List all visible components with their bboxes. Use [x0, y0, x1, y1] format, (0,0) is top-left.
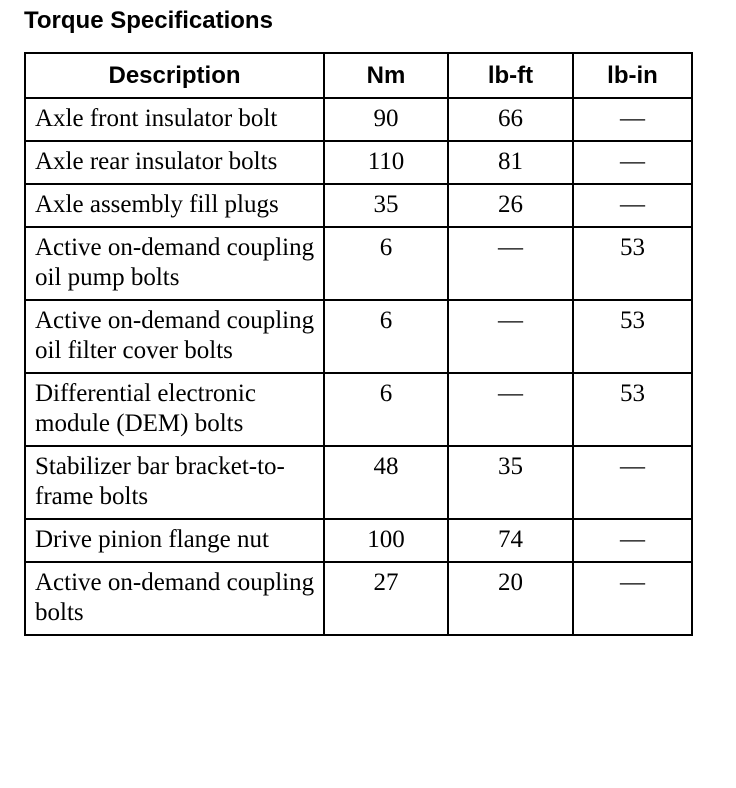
lb-in-cell: — [573, 562, 692, 635]
lb-ft-cell: 35 [448, 446, 573, 519]
lb-ft-cell: — [448, 300, 573, 373]
lb-ft-cell: — [448, 373, 573, 446]
nm-cell: 110 [324, 141, 448, 184]
lb-in-cell: — [573, 184, 692, 227]
description-cell: Differential electronic module (DEM) bolts [25, 373, 324, 446]
table-row [25, 446, 692, 519]
header-lb-ft: lb-ft [448, 53, 573, 98]
nm-cell: 48 [324, 446, 448, 519]
table-row [25, 227, 692, 300]
nm-cell: 6 [324, 300, 448, 373]
description-cell: Axle front insulator bolt [25, 98, 324, 141]
description-cell: Active on-demand coupling oil filter cover bolts [25, 300, 324, 373]
nm-cell: 27 [324, 562, 448, 635]
lb-ft-cell: 81 [448, 141, 573, 184]
nm-cell: 90 [324, 98, 448, 141]
lb-ft-cell: 66 [448, 98, 573, 141]
description-cell: Axle assembly fill plugs [25, 184, 324, 227]
table-header-row [25, 53, 692, 98]
lb-in-cell: 53 [573, 300, 692, 373]
lb-in-cell: — [573, 141, 692, 184]
lb-ft-cell: 20 [448, 562, 573, 635]
description-cell: Drive pinion flange nut [25, 519, 324, 562]
header-nm: Nm [324, 53, 448, 98]
table-row [25, 141, 692, 184]
description-cell: Active on-demand coupling bolts [25, 562, 324, 635]
table-row [25, 300, 692, 373]
lb-in-cell: 53 [573, 227, 692, 300]
nm-cell: 35 [324, 184, 448, 227]
nm-cell: 100 [324, 519, 448, 562]
lb-in-cell: — [573, 519, 692, 562]
header-description: Description [25, 53, 324, 98]
description-cell: Axle rear insulator bolts [25, 141, 324, 184]
page-title: Torque Specifications [24, 7, 273, 34]
lb-in-cell: — [573, 98, 692, 141]
nm-cell: 6 [324, 373, 448, 446]
table-row [25, 519, 692, 562]
lb-ft-cell: — [448, 227, 573, 300]
header-lb-in: lb-in [573, 53, 692, 98]
lb-ft-cell: 26 [448, 184, 573, 227]
torque-spec-table [24, 52, 693, 636]
lb-in-cell: 53 [573, 373, 692, 446]
description-cell: Active on-demand coupling oil pump bolts [25, 227, 324, 300]
lb-in-cell: — [573, 446, 692, 519]
table-row [25, 562, 692, 635]
nm-cell: 6 [324, 227, 448, 300]
description-cell: Stabilizer bar bracket-to-frame bolts [25, 446, 324, 519]
lb-ft-cell: 74 [448, 519, 573, 562]
table-row [25, 184, 692, 227]
table-row [25, 98, 692, 141]
table-row [25, 373, 692, 446]
